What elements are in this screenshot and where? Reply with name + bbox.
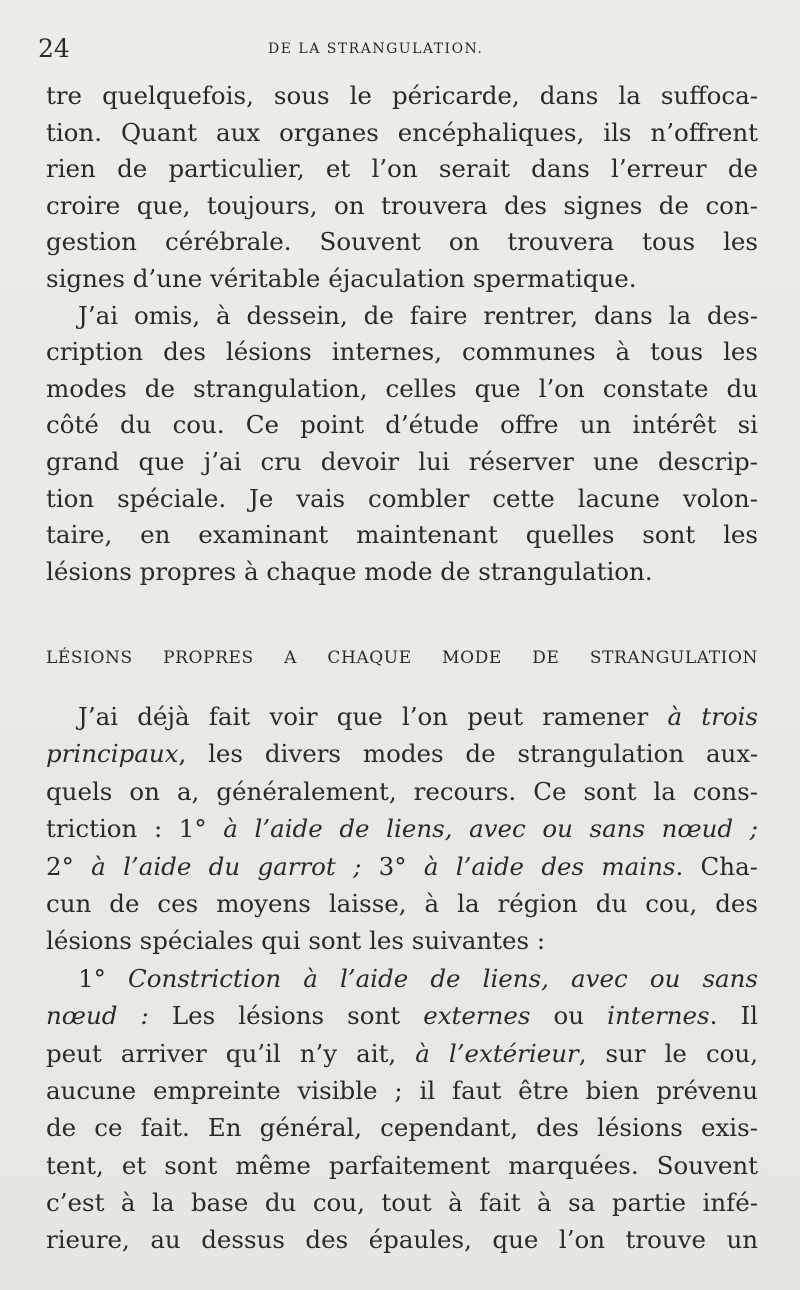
running-head <box>38 34 778 64</box>
text-line: tent, et sont même parfaitement marquées. Souvent <box>46 1150 758 1180</box>
text-line: de ce fait. En général, cependant, des lésions exis- <box>46 1113 758 1143</box>
text-line: principaux, les divers modes de strangulation aux- <box>46 739 758 769</box>
text-line: quels on a, généralement, recours. Ce sont la cons- <box>46 776 758 806</box>
running-title: DE LA STRANGULATION. <box>268 41 484 57</box>
text-line: cription des lésions internes, communes à tous les <box>46 337 758 367</box>
text-line: taire, en examinant maintenant quelles sont les <box>46 520 758 550</box>
body-text-top <box>46 78 758 590</box>
section-heading: LÉSIONS PROPRES A CHAQUE MODE DE STRANGULATION <box>46 648 758 668</box>
text-line: tion spéciale. Je vais combler cette lacune volon- <box>46 483 758 513</box>
text-line: croire que, toujours, on trouvera des signes de con- <box>46 190 758 220</box>
text-line: 1° Constriction à l’aide de liens, avec ou sans <box>78 963 758 993</box>
text-line: gestion cérébrale. Souvent on trouvera tous les <box>46 227 758 257</box>
text-line: 2° à l’aide du garrot ; 3° à l’aide des mains. Cha- <box>46 851 758 881</box>
text-line: lésions propres à chaque mode de strangulation. <box>46 556 653 586</box>
body-text-bottom <box>46 698 758 1259</box>
text-line: c’est à la base du cou, tout à fait à sa partie infé- <box>46 1188 758 1218</box>
text-line: triction : 1° à l’aide de liens, avec ou sans nœud ; <box>46 814 758 844</box>
text-line: J’ai déjà fait voir que l’on peut ramener à trois <box>78 702 758 731</box>
text-line: nœud : Les lésions sont externes ou internes. Il <box>46 1001 759 1031</box>
text-line: aucune empreinte visible ; il faut être bien prévenu <box>46 1075 758 1105</box>
text-line: peut arriver qu’il n’y ait, à l’extérieur, sur le cou, <box>46 1038 758 1068</box>
text-line: rieure, au dessus des épaules, que l’on trouve un <box>46 1225 758 1255</box>
page-number: 24 <box>38 34 70 63</box>
text-line: côté du cou. Ce point d’étude offre un intérêt si <box>46 410 758 440</box>
text-line: lésions spéciales qui sont les suivantes : <box>46 926 546 956</box>
text-line: tion. Quant aux organes encéphaliques, ils n’offrent <box>46 117 758 147</box>
text-line: J’ai omis, à dessein, de faire rentrer, dans la des- <box>78 300 758 330</box>
text-line: rien de particulier, et l’on serait dans l’erreur de <box>46 154 758 184</box>
text-line: signes d’une véritable éjaculation spermatique. <box>46 263 637 293</box>
text-line: grand que j’ai cru devoir lui réserver une descrip- <box>46 446 758 476</box>
text-line: tre quelquefois, sous le péricarde, dans la suffoca- <box>46 81 758 110</box>
text-line: cun de ces moyens laisse, à la région du cou, des <box>46 888 758 918</box>
text-line: modes de strangulation, celles que l’on constate du <box>46 373 758 403</box>
